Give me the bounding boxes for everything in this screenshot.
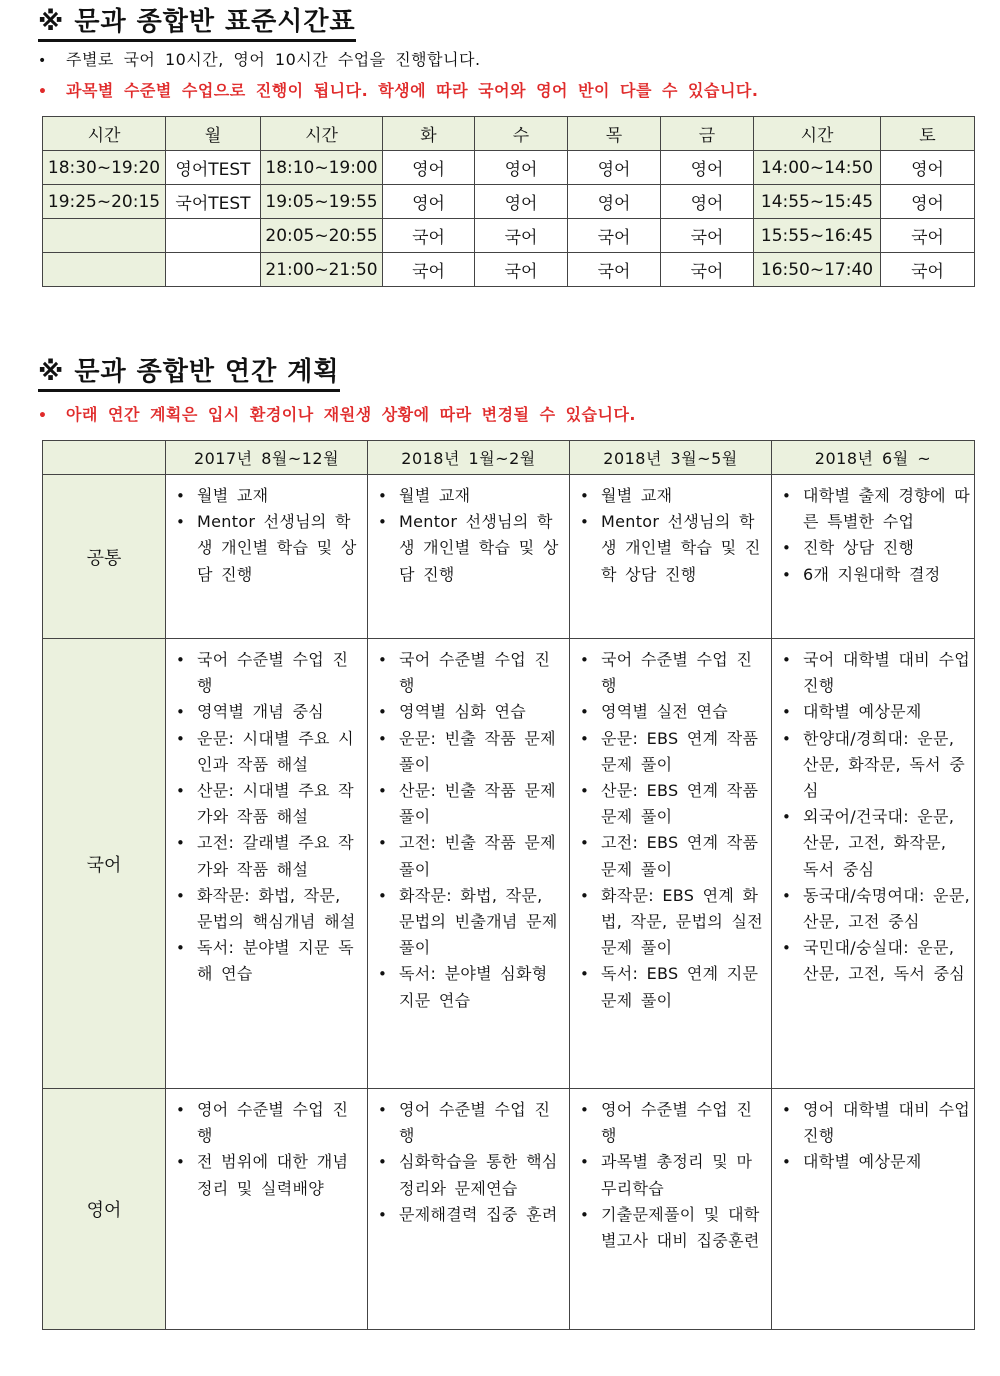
time-cell: 20:05~20:55 — [261, 219, 383, 253]
plan-header-period: 2018년 1월~2월 — [368, 441, 570, 475]
header-time: 시간 — [261, 117, 383, 151]
plan-row-english — [43, 1089, 975, 1330]
time-cell: 16:50~17:40 — [754, 253, 881, 287]
plan-cell — [166, 475, 368, 639]
list-item: • 월별 교재 — [576, 483, 767, 509]
list-item: • 영역별 실전 연습 — [576, 699, 767, 725]
timetable — [42, 116, 975, 287]
list-item: • 진학 상담 진행 — [778, 535, 970, 561]
list-item: • 국민대/숭실대: 운문, 산문, 고전, 독서 중심 — [778, 935, 970, 987]
class-cell: 영어 — [383, 151, 475, 185]
plan-cell — [570, 475, 772, 639]
class-cell: 국어 — [881, 219, 975, 253]
time-cell: 19:05~19:55 — [261, 185, 383, 219]
plan-note: • 아래 연간 계획은 입시 환경이나 재원생 상황에 따라 변경될 수 있습니다. — [38, 404, 636, 427]
time-cell — [43, 253, 166, 287]
annual-plan-table — [42, 440, 975, 1330]
class-cell: 영어 — [881, 151, 975, 185]
time-cell: 21:00~21:50 — [261, 253, 383, 287]
list-item: • 독서: 분야별 심화형 지문 연습 — [374, 961, 565, 1013]
list-item: • Mentor 선생님의 학생 개인별 학습 및 상담 진행 — [172, 509, 363, 588]
class-cell: 국어 — [661, 219, 754, 253]
table-row — [43, 219, 975, 253]
list-item: • 한양대/경희대: 운문, 산문, 화작문, 독서 중심 — [778, 726, 970, 805]
list-item: • 영어 수준별 수업 진행 — [172, 1097, 363, 1149]
list-item: • 전 범위에 대한 개념정리 및 실력배양 — [172, 1149, 363, 1201]
list-item: • 고전: 갈래별 주요 작가와 작품 해설 — [172, 830, 363, 882]
time-cell: 18:10~19:00 — [261, 151, 383, 185]
schedule-note-2: • 과목별 수준별 수업으로 진행이 됩니다. 학생에 따라 국어와 영어 반이 다를 수 있습니다. — [38, 80, 758, 103]
list-item: • Mentor 선생님의 학생 개인별 학습 및 진학 상담 진행 — [576, 509, 767, 588]
bullet-icon: • — [38, 53, 47, 69]
time-cell: 18:30~19:20 — [43, 151, 166, 185]
list-item: • 고전: 빈출 작품 문제 풀이 — [374, 830, 565, 882]
plan-bullet-list — [778, 1097, 970, 1176]
plan-bullet-list — [374, 483, 565, 588]
list-item: • 대학별 출제 경향에 따른 특별한 수업 — [778, 483, 970, 535]
list-item: • 화작문: 화법, 작문, 문법의 핵심개념 해설 — [172, 883, 363, 935]
class-cell: 영어 — [661, 185, 754, 219]
plan-cell — [570, 1089, 772, 1330]
class-cell: 국어 — [383, 253, 475, 287]
list-item: • 국어 수준별 수업 진행 — [576, 647, 767, 699]
list-item: • 산문: 시대별 주요 작가와 작품 해설 — [172, 778, 363, 830]
plan-bullet-list — [172, 483, 363, 588]
header-time: 시간 — [754, 117, 881, 151]
header-tue: 화 — [383, 117, 475, 151]
list-item: • 대학별 예상문제 — [778, 1149, 970, 1175]
header-wed: 수 — [475, 117, 568, 151]
list-item: • 운문: 빈출 작품 문제 풀이 — [374, 726, 565, 778]
plan-bullet-list — [374, 647, 565, 1014]
plan-cell — [368, 1089, 570, 1330]
class-cell: 영어 — [475, 151, 568, 185]
header-fri: 금 — [661, 117, 754, 151]
header-sat: 토 — [881, 117, 975, 151]
list-item: • 국어 수준별 수업 진행 — [172, 647, 363, 699]
list-item: • 국어 수준별 수업 진행 — [374, 647, 565, 699]
list-item: • 독서: 분야별 지문 독해 연습 — [172, 935, 363, 987]
plan-bullet-list — [778, 483, 970, 588]
time-cell: 19:25~20:15 — [43, 185, 166, 219]
class-cell: 영어 — [881, 185, 975, 219]
class-cell: 영어 — [568, 151, 661, 185]
class-cell: 국어 — [881, 253, 975, 287]
schedule-note-1: • 주별로 국어 10시간, 영어 10시간 수업을 진행합니다. — [38, 49, 481, 72]
plan-header-period: 2018년 3월~5월 — [570, 441, 772, 475]
list-item: • 동국대/숙명여대: 운문, 산문, 고전 중심 — [778, 883, 970, 935]
list-item: • 영어 대학별 대비 수업 진행 — [778, 1097, 970, 1149]
list-item: • 산문: EBS 연계 작품 문제 풀이 — [576, 778, 767, 830]
time-cell: 14:55~15:45 — [754, 185, 881, 219]
list-item: • 화작문: EBS 연계 화법, 작문, 문법의 실전문제 풀이 — [576, 883, 767, 962]
list-item: • 기출문제풀이 및 대학별고사 대비 집중훈련 — [576, 1202, 767, 1254]
list-item: • 운문: EBS 연계 작품 문제 풀이 — [576, 726, 767, 778]
list-item: • 심화학습을 통한 핵심 정리와 문제연습 — [374, 1149, 565, 1201]
class-cell: 영어 — [475, 185, 568, 219]
list-item: • 산문: 빈출 작품 문제 풀이 — [374, 778, 565, 830]
plan-bullet-list — [172, 1097, 363, 1202]
list-item: • 고전: EBS 연계 작품 문제 풀이 — [576, 830, 767, 882]
plan-cell — [772, 1089, 975, 1330]
table-row — [43, 253, 975, 287]
list-item: • 영역별 개념 중심 — [172, 699, 363, 725]
plan-bullet-list — [576, 1097, 767, 1254]
bullet-icon: • — [38, 408, 48, 424]
class-cell: 영어 — [661, 151, 754, 185]
plan-title: ※ 문과 종합반 연간 계획 — [38, 356, 340, 392]
bullet-icon: • — [38, 84, 48, 100]
plan-bullet-list — [576, 647, 767, 1014]
class-cell: 국어 — [475, 253, 568, 287]
table-row — [43, 151, 975, 185]
list-item: • 대학별 예상문제 — [778, 699, 970, 725]
class-cell — [166, 253, 261, 287]
plan-row-korean — [43, 639, 975, 1089]
class-cell: 국어 — [661, 253, 754, 287]
plan-cell — [368, 639, 570, 1089]
class-cell: 영어 — [568, 185, 661, 219]
list-item: • 월별 교재 — [172, 483, 363, 509]
list-item: • 외국어/건국대: 운문, 산문, 고전, 화작문, 독서 중심 — [778, 804, 970, 883]
list-item: • 영어 수준별 수업 진행 — [374, 1097, 565, 1149]
plan-cell — [772, 475, 975, 639]
plan-bullet-list — [374, 1097, 565, 1228]
table-row — [43, 185, 975, 219]
class-cell: 영어 — [383, 185, 475, 219]
class-cell: 국어 — [383, 219, 475, 253]
plan-bullet-list — [172, 647, 363, 988]
list-item: • 월별 교재 — [374, 483, 565, 509]
header-time: 시간 — [43, 117, 166, 151]
plan-header-corner — [43, 441, 166, 475]
schedule-title: ※ 문과 종합반 표준시간표 — [38, 6, 356, 42]
plan-row-label: 국어 — [43, 639, 166, 1089]
time-cell: 14:00~14:50 — [754, 151, 881, 185]
list-item: • 영역별 심화 연습 — [374, 699, 565, 725]
header-thu: 목 — [568, 117, 661, 151]
plan-row-label: 공통 — [43, 475, 166, 639]
timetable-header-row — [43, 117, 975, 151]
plan-bullet-list — [576, 483, 767, 588]
plan-header-period: 2017년 8월~12월 — [166, 441, 368, 475]
plan-row-common — [43, 475, 975, 639]
plan-header-period: 2018년 6월 ~ — [772, 441, 975, 475]
plan-row-label: 영어 — [43, 1089, 166, 1330]
list-item: • 국어 대학별 대비 수업 진행 — [778, 647, 970, 699]
list-item: • 독서: EBS 연계 지문 문제 풀이 — [576, 961, 767, 1013]
plan-cell — [166, 639, 368, 1089]
time-cell — [43, 219, 166, 253]
list-item: • 6개 지원대학 결정 — [778, 562, 970, 588]
list-item: • 운문: 시대별 주요 시인과 작품 해설 — [172, 726, 363, 778]
list-item: • 과목별 총정리 및 마무리학습 — [576, 1149, 767, 1201]
header-mon: 월 — [166, 117, 261, 151]
class-cell — [166, 219, 261, 253]
class-cell: 영어TEST — [166, 151, 261, 185]
list-item: • 화작문: 화법, 작문, 문법의 빈출개념 문제풀이 — [374, 883, 565, 962]
time-cell: 15:55~16:45 — [754, 219, 881, 253]
class-cell: 국어 — [475, 219, 568, 253]
plan-cell — [570, 639, 772, 1089]
list-item: • 문제해결력 집중 훈려 — [374, 1202, 565, 1228]
list-item: • Mentor 선생님의 학생 개인별 학습 및 상담 진행 — [374, 509, 565, 588]
plan-cell — [166, 1089, 368, 1330]
plan-bullet-list — [778, 647, 970, 988]
class-cell: 국어 — [568, 219, 661, 253]
plan-cell — [368, 475, 570, 639]
list-item: • 영어 수준별 수업 진행 — [576, 1097, 767, 1149]
plan-cell — [772, 639, 975, 1089]
plan-header-row — [43, 441, 975, 475]
class-cell: 국어TEST — [166, 185, 261, 219]
class-cell: 국어 — [568, 253, 661, 287]
